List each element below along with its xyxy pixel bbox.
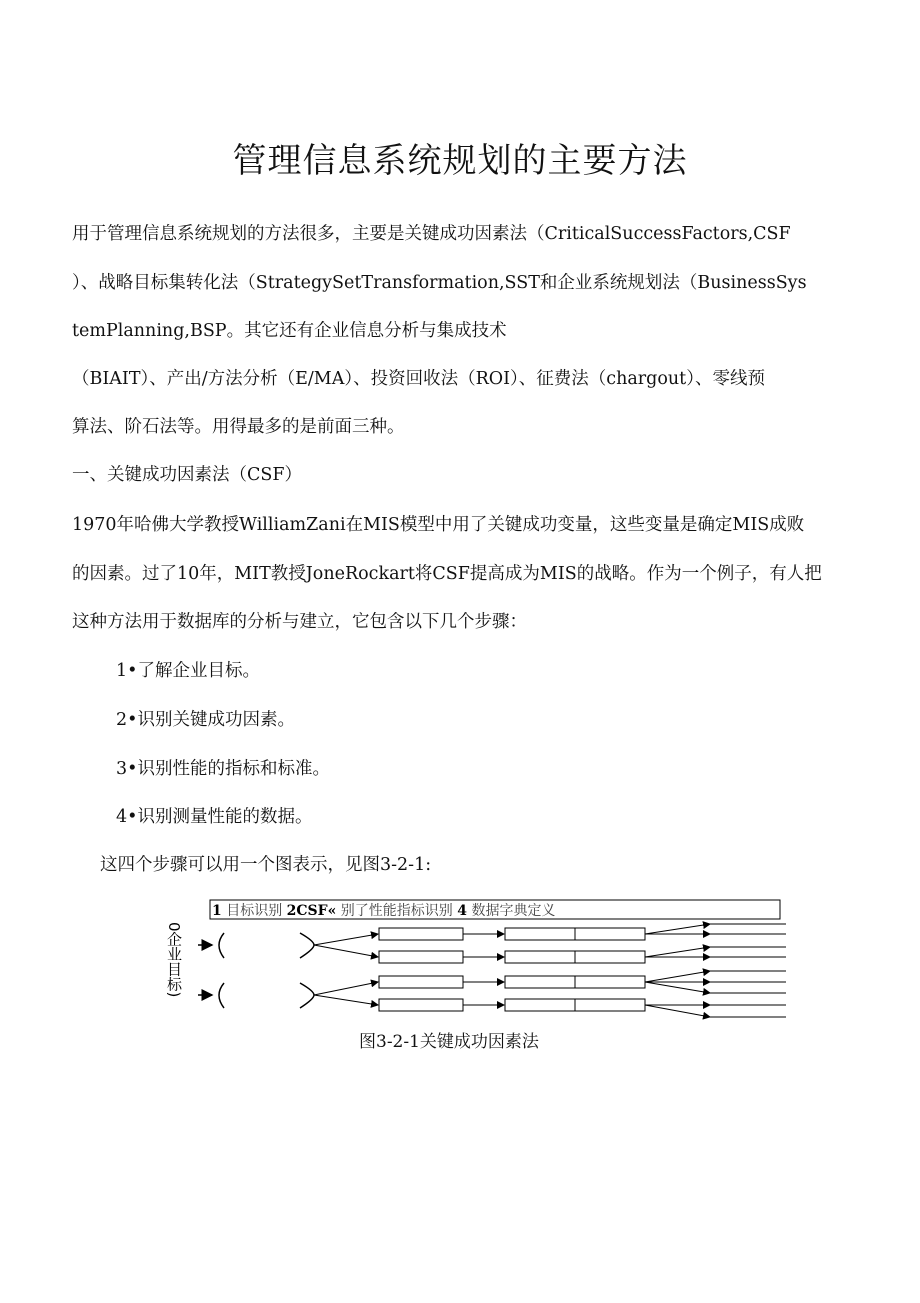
figure-intro: 这四个步骤可以用一个图表示，见图3-2-1:	[100, 855, 432, 875]
csf-box	[379, 976, 463, 988]
goal-bracket-top	[219, 933, 224, 958]
goal-bracket-bottom	[219, 983, 224, 1008]
paragraph-line: （BIAIT）、产出/方法分析（E/MA）、投资回收法（ROI）、征费法（chargout）、零线预	[72, 369, 765, 389]
section-heading: 一、关键成功因素法（CSF）	[72, 465, 303, 485]
csf-bracket-bottom	[300, 983, 314, 1008]
step-item: 2•识别关键成功因素。	[116, 710, 295, 730]
header-label-2: 别了性能指标识别	[340, 903, 453, 919]
step-item: 3•识别性能的指标和标准。	[116, 759, 330, 779]
paragraph-line: 的因素。过了10年，MIT教授JoneRockart将CSF提高成为MIS的战略。作为一个例子，有人把	[72, 564, 822, 584]
step-item: 1•了解企业目标。	[116, 661, 260, 681]
indicator-box	[505, 928, 575, 940]
step-item: 4•识别测量性能的数据。	[116, 807, 313, 827]
indicator-box	[575, 951, 645, 963]
paragraph-line: 这种方法用于数据库的分析与建立，它包含以下几个步骤：	[72, 612, 527, 632]
header-num-2: 2CSF«	[286, 903, 337, 919]
page-title: 管理信息系统规划的主要方法	[232, 141, 688, 181]
indicator-box	[575, 928, 645, 940]
csf-bracket-top	[300, 933, 314, 958]
paragraph-line: 用于管理信息系统规划的方法很多，主要是关键成功因素法（CriticalSuccessFactors,CSF	[72, 224, 791, 244]
indicator-box	[505, 951, 575, 963]
paragraph-line: ）、战略目标集转化法（StrategySetTransformation,SST和企业系统规划法（BusinessSys	[72, 273, 807, 293]
csf-box	[379, 951, 463, 963]
header-label-3: 数据字典定义	[471, 903, 556, 919]
paragraph-line: 1970年哈佛大学教授WilliamZani在MIS模型中用了关键成功变量，这些变量是确定MIS成败	[72, 515, 805, 535]
csf-diagram	[158, 895, 788, 1025]
header-num-3: 4	[457, 903, 467, 919]
header-num-1: 1	[212, 903, 222, 919]
csf-box	[379, 999, 463, 1011]
indicator-box	[505, 976, 575, 988]
figure-caption: 图3-2-1关键成功因素法	[359, 1032, 539, 1052]
paragraph-line: 算法、阶石法等。用得最多的是前面三种。	[72, 417, 405, 437]
header-label-1: 目标识别	[226, 903, 283, 919]
diagram-header-text	[212, 902, 555, 919]
indicator-box	[575, 999, 645, 1011]
indicator-box	[575, 976, 645, 988]
indicator-box	[505, 999, 575, 1011]
side-label-enterprise-goal: 0企业目标)	[165, 922, 183, 998]
paragraph-line: temPlanning,BSP。其它还有企业信息分析与集成技术	[72, 321, 507, 341]
csf-box	[379, 928, 463, 940]
